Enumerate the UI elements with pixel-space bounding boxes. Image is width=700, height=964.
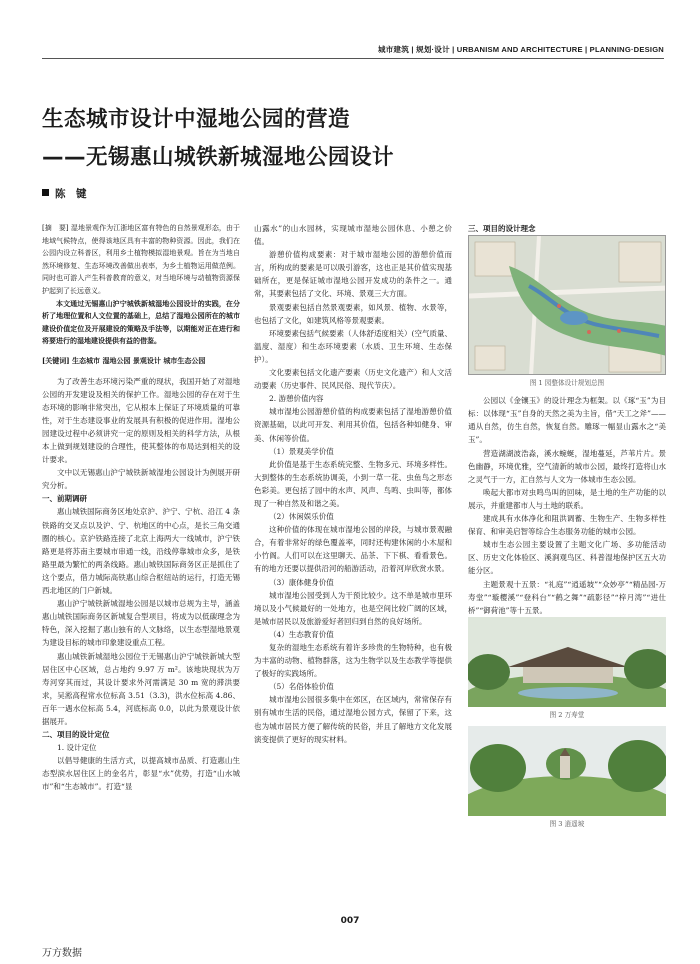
paragraph: 惠山城铁国际商务区地处京沪、沪宁、宁杭、沿江 4 条铁路的交叉点以及沪、宁、杭地区的中心点，是长三角交通圈的核心。京沪铁路连接了北京上海两大一线城市，沪宁铁路更是将苏南主要城市串通一线，沿线停靠城市众多，是铁路里最为繁忙的两条线路。惠山城铁国际商务区正是抓住了这个要点，借力城际高铁惠山综合枢纽站的运行，打造无锡西北地区的门户新城。 xyxy=(42,507,240,596)
xiaoyao-slope-photo xyxy=(468,726,666,816)
paragraph: 城市生态公园主要设置了主题文化广场、多功能活动区、历史文化体验区、溪涧观鸟区、科普湿地保护区五大功能分区。 xyxy=(468,540,666,576)
master-plan-illustration xyxy=(469,236,666,375)
paragraph: 山露水”的山水园林，实现城市湿地公园休息、小憩之价值。 xyxy=(254,224,452,247)
paragraph: 复杂的湿地生态系统有着许多珍贵的生物特种，也有极为丰富的动物、植物群落，这为生物学以及生态教学等提供了极好的实践场所。 xyxy=(254,643,452,679)
xiaoyao-slope-illustration xyxy=(468,726,666,816)
paragraph: 公园以《金镶玉》的设计理念为框架。以《琢“玉”为目标：以体现“玉”自身的天然之美为主旨，借“天工之斧”——通从自然，仿生自然，恢复自然。雕琢一幅显山露水之“美玉”。 xyxy=(468,396,666,445)
subheading: （5）名俗体验价值 xyxy=(269,682,334,692)
article-title-line2: ——无锡惠山城铁新城湿地公园设计 xyxy=(42,145,395,170)
figure-caption: 图 3 逍遥坡 xyxy=(549,819,585,828)
square-bullet-icon xyxy=(42,189,49,196)
section-heading: 一、前期调研 xyxy=(42,494,87,504)
wanshou-hall-illustration xyxy=(468,617,666,707)
paragraph: 以倡导健康的生活方式，以提高城市品质、打造惠山生态型滨水居住区上的金名片，彰显“水”优势，打造“山水城市”和“生态城市”。打造“显 xyxy=(42,756,240,792)
author-name: 陈 键 xyxy=(55,188,87,200)
subheading: （4）生态教育价值 xyxy=(269,629,334,639)
paragraph: 城市湿地公园很多集中在郊区，在区域内，常常保存有别有城市生活的民俗，通过湿地公园方式，保留了下来，这也为城市居民方便了解传统的民俗，并且了解地方文化发展演变提供了更好的现实材料。 xyxy=(254,695,452,744)
subheading: （1）景观美学价值 xyxy=(269,446,334,456)
subheading: （2）休闲娱乐价值 xyxy=(269,512,334,522)
figure-caption: 图 2 万寿堂 xyxy=(549,710,585,719)
paragraph: 唤起大都市对虫鸣鸟叫的回味，是土地的生产功能的以展示，并重建都市人与土地的联系。 xyxy=(468,487,666,510)
paragraph: 惠山城铁新城湿地公园位于无锡惠山沪宁城铁新城大型居住区中心区域，总占地约 9.97 万 m²。该地块现状为万寿河穿其而过，其设计要求外河需满足 30 m 宽的滞洪要求，吴淞高程常水位标高 3.51（3.3)，洪水位标高 4.86、百年一遇水位标高 5.4，河底标高 0.0，以此为景观设计依据展开。 xyxy=(42,651,240,726)
abstract: [摘 要] 湿地景观作为江浙地区富有特色的自然景观形态，由于地域气候特点，使得该地区具有丰富的物种资源。因此，我们在公园内设立科普区，利用乡土植物模拟湿地景观。旨在为当地自然环境修复、生态环境改善做出表率，为乡土植物运用做范例。同时也可游人产生科普教育的意义，对当地环境与动植物资源保护起到了长远意义。 xyxy=(42,224,240,295)
column-1 xyxy=(42,222,240,794)
paragraph: 此价值是基于生态系统完整、生物多元、环境多样性。大到整体的生态系统协调美，小到一草一花、虫鱼鸟之形态色彩美。更包括了园中的水声、风声、鸟鸣、虫叫等，都体现了一种自然及和谐之美。 xyxy=(254,459,452,508)
master-plan-figure xyxy=(468,235,666,375)
paragraph: 景观要素包括自然景观要素，如风景、植物、水景等，也包括了文化，如建筑风格等景观要素。 xyxy=(254,302,452,325)
paragraph: 建成具有水体净化和阻洪调蓄、生物生产、生物多样性保育、和审美启智等综合生态服务功能的城市公园。 xyxy=(468,514,666,537)
figure-caption: 图 1 园整体设计规划总图 xyxy=(529,379,605,388)
paragraph: 这种价值的体现在城市湿地公园的岸段，与城市景观融合，有着非常好的绿色覆盖率，同时还构建休闲的小木屋和小竹阁。人们可以在这里聊天、品茶、下下棋、看看景色。有的地方还要以提供沿河的船游活动，沿着河岸欣赏水景。 xyxy=(254,525,452,574)
section-heading: 二、项目的设计定位 xyxy=(42,730,110,740)
paragraph: 主题景观十五景：“礼庭”“逍遥坡”“众妙亭”“精品园-万寿堂”“璇樱溪”“登科台”“鹤之舞”“疏影径”“梓月湾”“进仕桥”“御荷池”等十五景。 xyxy=(468,579,666,615)
source-brand: 万方数据 xyxy=(42,948,82,959)
paragraph: 文化要素包括文化遗产要素（历史文化遗产）和人文活动要素（历史事件、民风民俗、现代节庆）。 xyxy=(254,368,452,391)
header-rule xyxy=(42,58,664,59)
page-number: 007 xyxy=(340,916,360,926)
running-head: 城市建筑 | 规划·设计 | URBANISM AND ARCHITECTURE | PLANNING·DESIGN xyxy=(377,45,664,54)
section-heading: 三、项目的设计理念 xyxy=(468,224,536,233)
paragraph: 惠山沪宁城铁新城湿地公园是以城市总规为主导，涵盖惠山城铁国际商务区新城复合型项目，将成为以低碳理念为特色，深入挖掘了惠山独有的人文脉络，以生态型湿地景观为建设目标的城市印象建设重点工程。 xyxy=(42,599,240,648)
subheading: 2. 游憩价值内容 xyxy=(269,394,324,404)
article-title-line1: 生态城市设计中湿地公园的营造 xyxy=(42,107,351,132)
subheading: （3）康体健身价值 xyxy=(269,577,334,587)
paragraph: 城市湿地公园游憩价值的构成要素包括了湿地游憩价值资源基础，以此可开发、利用其价值，包括各种如健身、审美、休闲等价值。 xyxy=(254,407,452,443)
subheading: 1. 设计定位 xyxy=(57,743,97,753)
column-3 xyxy=(468,222,666,835)
paragraph: 环境要素包括气候要素（人体舒适度相关）(空气质量、温度、湿度）和生态环境要素（水质、卫生环境、生态保护）。 xyxy=(254,328,452,364)
column-2 xyxy=(254,222,452,746)
paragraph: 为了改善生态环境污染严重的现状，我国开始了对湿地公园的开发建设及相关的保护工作。湿地公园的存在对于生态环境的影响非常突出，它从根本上保证了环境质量的可靠性，对于生态建设事业的发展具有积极的促进作用。湿地公园建设过程中必须讲究一定的原则及相关的科学方法，从根本上做到规划建设的合理性，使其整体的布局达到相关的设计要求。 xyxy=(42,376,240,465)
wanshou-hall-photo xyxy=(468,617,666,707)
paragraph: 营造湖湖波浩淼，溪水蜿蜒，湿地蔓延，芦苇片片。景色幽静，环境优雅，空气清新的城市公园，最终打造将山水之灵气于一方，汇自然与人文为一体城市生态公园。 xyxy=(468,448,666,484)
keywords: [关键词] 生态城市 湿地公园 景观设计 城市生态公园 xyxy=(42,355,206,365)
abstract-summary: 本文通过无锡惠山沪宁城铁新城湿地公园设计的实践，在分析了地理位置和人文位置的基础上，总结了湿地公园所在的城市建设价值定位及开展建设的策略及手法等，以期能对正在进行和将要进行的湿地建设提供有益的借鉴。 xyxy=(42,298,240,346)
author xyxy=(42,186,87,201)
paragraph: 城市湿地公园受到人为干预比较少。这不单是城市里环境以及小气候最好的一处地方，也是空间比较广阔的区域，是城市居民以及旅游爱好者回归到自然的良好场所。 xyxy=(254,590,452,626)
paragraph: 游憩价值构成要素：对于城市湿地公园的游憩价值而言，所构成的要素是可以吸引游客，这也正是其价值实现基础所在，更是保证城市湿地公园开发成功的条件之一。通常，其要素包括了文化、环境、景观三大方面。 xyxy=(254,250,452,299)
paragraph: 文中以无锡惠山沪宁城铁新城湿地公园设计为例展开研究分析。 xyxy=(42,468,240,491)
